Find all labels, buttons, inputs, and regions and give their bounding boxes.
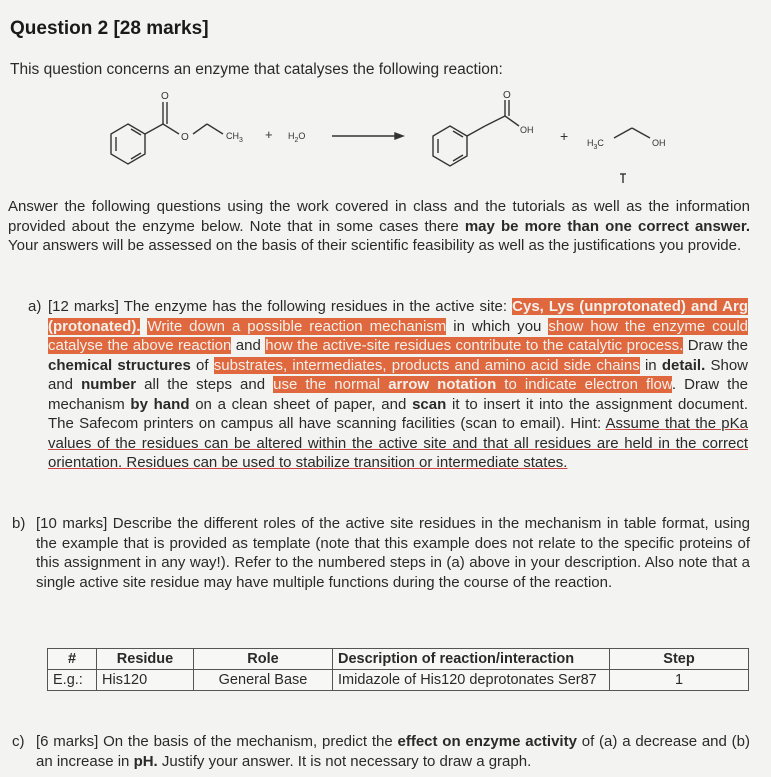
reaction-scheme <box>95 88 695 183</box>
table-header: Role <box>194 649 333 670</box>
part-a-label: a) <box>28 298 42 315</box>
table-header: Step <box>610 649 749 670</box>
ester-o: O <box>181 132 189 143</box>
table-cell: E.g.: <box>48 670 97 691</box>
acid-oh: OH <box>520 125 534 135</box>
part-a-text: [12 marks] The enzyme has the following residues in the active site: Cys, Lys (unprotonated) and Arg (protonated). Write down a possible reaction mechanism in which you show how the enzyme could catalyse the above reaction and how the active-site residues contribute to the catalytic process. Draw the chemical structures of substrates, intermediates, products and amino acid side chains in detail. Show and number all the steps and use the normal arrow notation to indicate electron flow. Draw the mechanism by hand on a clean sheet of paper, and scan it to insert it into the assignment document. The Safecom printers on campus all have scanning facilities (scan to email). Hint: Assume that the pKa values of the residues can be altered within the active site and that all residues are held in the correct orientation. Residues can be used to stabilize transition or intermediate states. <box>48 298 749 471</box>
acid-chain <box>467 100 519 136</box>
question-intro: This question concerns an enzyme that catalyses the following reaction: <box>10 61 503 78</box>
acid-carbonyl-o: O <box>503 90 511 101</box>
table-cell: General Base <box>194 670 333 691</box>
table-cell: His120 <box>97 670 194 691</box>
table-header: # <box>48 649 97 670</box>
plus-1: + <box>265 127 273 142</box>
table-row <box>48 670 749 691</box>
table-header: Residue <box>97 649 194 670</box>
water: $H_2O$ <box>288 131 306 144</box>
part-b-label: b) <box>12 515 26 532</box>
table-cell: Imidazole of His120 deprotonates Ser87 <box>333 670 610 691</box>
table-header-row <box>48 649 749 670</box>
table-cell: 1 <box>610 670 749 691</box>
ethanol-chain <box>614 128 650 138</box>
residue-role-table <box>47 648 749 691</box>
text-cursor-icon <box>620 174 626 183</box>
part-c-label: c) <box>12 733 25 750</box>
ethanol-oh: OH <box>652 138 666 148</box>
instructions-paragraph: Answer the following questions using the work covered in class and the tutorials as well as the information provided about the enzyme below. Note that in some cases there may be more than one correct answer. Your answers will be assessed on the basis of their scientific feasibility as well as the justifications you provide. <box>8 198 750 254</box>
part-b-text: [10 marks] Describe the different roles of the active site residues in the mechanism in table format, using the example that is provided as template (note that this example does not relate to the specific proteins of this assignment in any way!). Refer to the numbered steps in (a) above in your description. Also note that a single active site residue may have multiple functions during the course of the reaction. <box>36 515 750 591</box>
question-title: Question 2 [28 marks] <box>10 18 209 39</box>
acid-benzene-ring <box>433 126 467 166</box>
ester-ch3: $CH_3$ <box>226 131 243 144</box>
part-b <box>12 514 750 592</box>
part-a <box>28 297 748 473</box>
ester-benzene-ring <box>111 124 145 164</box>
ester-carbonyl-o: O <box>161 91 169 102</box>
part-c <box>12 732 750 771</box>
ethanol-h3c: $H_3C$ <box>587 138 604 151</box>
ester-chain <box>145 102 223 134</box>
table-header: Description of reaction/interaction <box>333 649 610 670</box>
plus-2: + <box>560 128 569 144</box>
part-c-text: [6 marks] On the basis of the mechanism, predict the effect on enzyme activity of (a) a decrease and (b) an increase in pH. Justify your answer. It is not necessary to draw a graph. <box>36 733 750 770</box>
reaction-arrow <box>332 133 403 139</box>
